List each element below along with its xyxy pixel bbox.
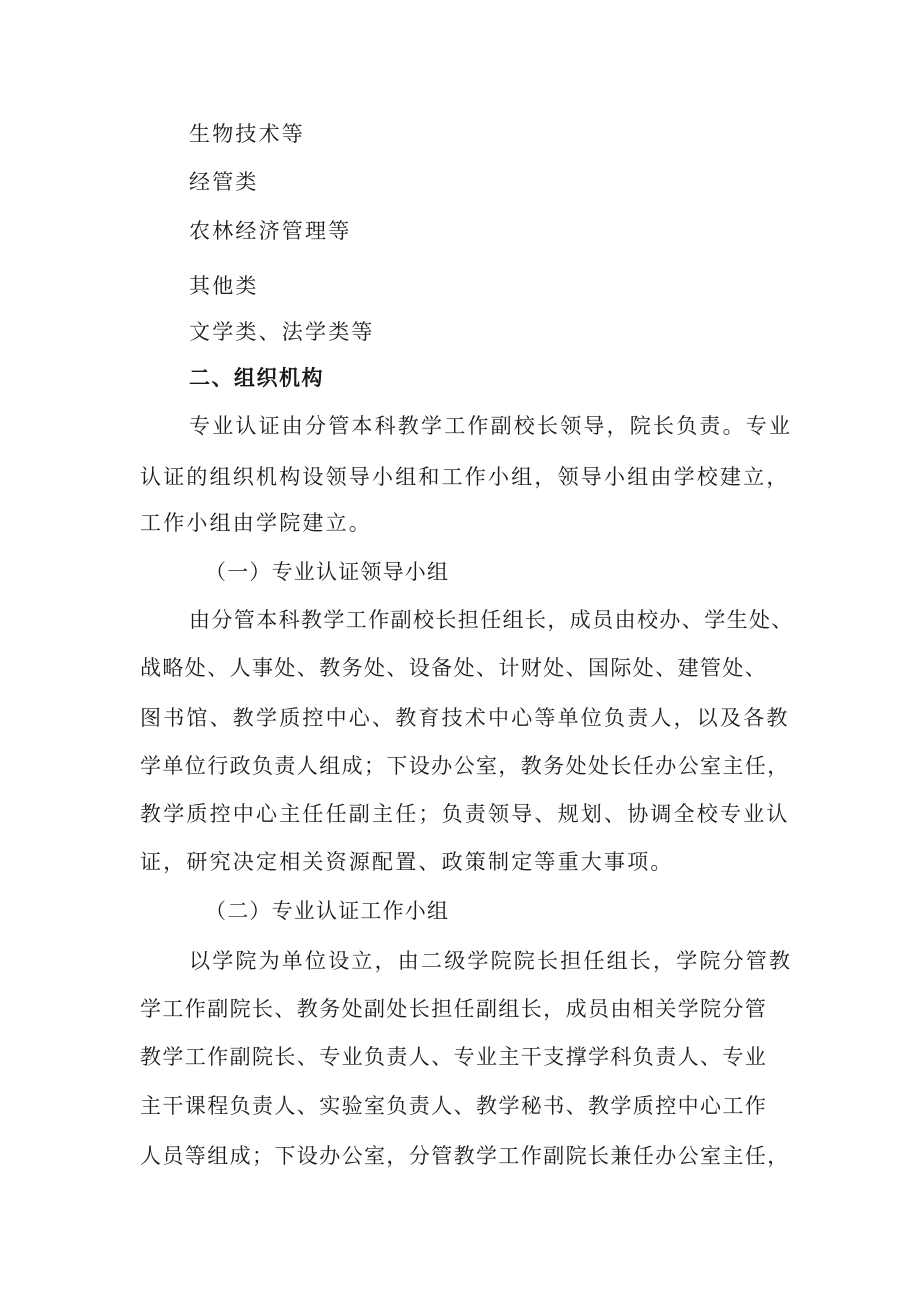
paragraph-line: 人员等组成；下设办公室，分管教学工作副院长兼任办公室主任， [140,1144,790,1168]
paragraph-line: 教学质控中心主任任副主任；负责领导、规划、协调全校专业认 [140,802,790,826]
paragraph-line: 认证的组织机构设领导小组和工作小组，领导小组由学校建立， [140,465,790,489]
paragraph-line: 专业认证由分管本科教学工作副校长领导，院长负责。专业 [189,414,793,438]
paragraph-line: 主干课程负责人、实验室负责人、教学秘书、教学质控中心工作 [140,1094,768,1118]
subsection-title: （二）专业认证工作小组 [205,899,450,923]
list-item: 生物技术等 [189,122,305,146]
paragraph-line: 由分管本科教学工作副校长担任组长，成员由校办、学生处、 [189,608,794,632]
paragraph-line: 工作小组由学院建立。 [140,511,372,535]
section-heading: 二、组织机构 [189,366,324,390]
list-item: 文学类、法学类等 [189,320,375,344]
paragraph-line: 学单位行政负责人组成；下设办公室，教务处处长任办公室主任， [140,754,790,778]
paragraph-line: 战略处、人事处、教务处、设备处、计财处、国际处、建管处、 [140,656,768,680]
paragraph-line: 教学工作副院长、专业负责人、专业主干支撑学科负责人、专业 [140,1045,768,1069]
paragraph-line: 以学院为单位设立，由二级学院院长担任组长，学院分管教 [189,949,793,973]
subsection-title: （一）专业认证领导小组 [205,560,450,584]
paragraph-line: 图书馆、教学质控中心、教育技术中心等单位负责人，以及各教 [140,706,790,730]
paragraph-line: 学工作副院长、教务处副处长担任副组长，成员由相关学院分管 [140,997,768,1021]
paragraph-line: 证，研究决定相关资源配置、政策制定等重大事项。 [140,850,674,874]
list-item: 其他类 [189,274,259,298]
list-item: 经管类 [189,170,259,194]
list-item: 农林经济管理等 [189,219,352,243]
